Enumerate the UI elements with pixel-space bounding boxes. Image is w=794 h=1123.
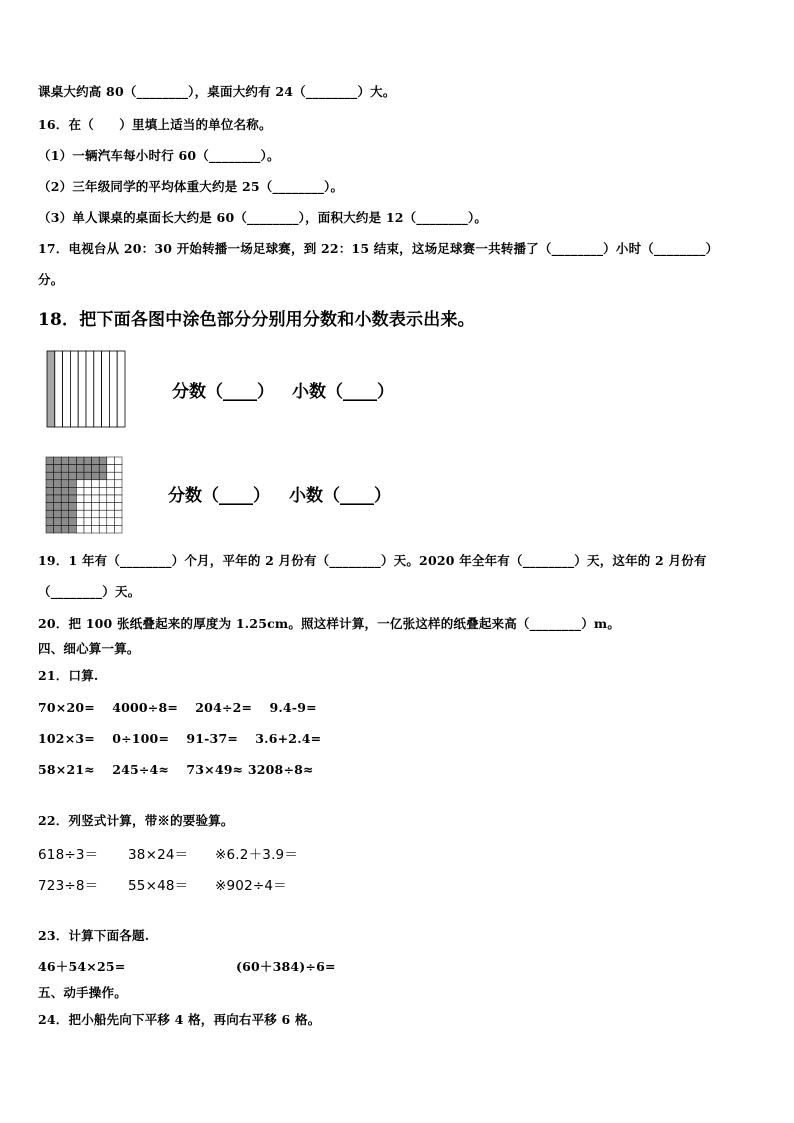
grid-cell — [76, 518, 84, 526]
q16-part3: （3）单人课桌的桌面长大约是 60（________），面积大约是 12（________）。 — [38, 210, 488, 225]
shaded-cell — [61, 472, 69, 480]
grid-cell — [107, 472, 115, 480]
strip — [117, 351, 125, 427]
shaded-cell — [92, 457, 100, 465]
shaded-cell — [69, 465, 77, 473]
section-5-title: 五、动手操作。 — [38, 985, 127, 1000]
grid-cell — [107, 503, 115, 511]
shaded-cell — [92, 472, 100, 480]
strip-figure — [46, 350, 126, 428]
q17-text: 17．电视台从 20：30 开始转播一场足球赛，到 22：15 结束，这场足球赛一共转播了（________）小时（________） — [38, 241, 719, 256]
grid-cell — [84, 503, 92, 511]
q16-part2: （2）三年级同学的平均体重大约是 25（________）。 — [38, 179, 344, 194]
shaded-cell — [61, 503, 69, 511]
grid-cell — [76, 495, 84, 503]
grid-cell — [84, 518, 92, 526]
shaded-cell — [69, 487, 77, 495]
q16-part1: （1）一辆汽车每小时行 60（________）。 — [38, 148, 280, 163]
shaded-cell — [46, 525, 54, 533]
q24-text: 24．把小船先向下平移 4 格，再向右平移 6 格。 — [38, 1012, 321, 1027]
shaded-cell — [54, 518, 62, 526]
shaded-cell — [46, 487, 54, 495]
shaded-cell — [69, 495, 77, 503]
grid-cell — [107, 480, 115, 488]
q22-title: 22．列竖式计算，带※的要验算。 — [38, 813, 234, 828]
grid-cell — [92, 495, 100, 503]
shaded-cell — [84, 472, 92, 480]
grid-cell — [92, 510, 100, 518]
grid-cell — [114, 510, 122, 518]
grid-cell — [114, 465, 122, 473]
grid-cell — [84, 487, 92, 495]
q23-title: 23．计算下面各题. — [38, 928, 150, 943]
grid-cell — [114, 480, 122, 488]
strip — [109, 351, 117, 427]
shaded-cell — [69, 510, 77, 518]
q22-item1: 618÷3＝ — [38, 847, 99, 863]
shaded-cell — [76, 465, 84, 473]
grid-cell — [114, 457, 122, 465]
figure2-decimal-label: 小数（____） — [289, 486, 391, 506]
grid-figure — [45, 456, 123, 534]
q19-text: 19．1 年有（________）个月，平年的 2 月份有（________）天。2020 年全年有（________）天，这年的 2 月份有 — [38, 553, 707, 568]
grid-cell — [114, 525, 122, 533]
figure1-decimal-label: 小数（____） — [292, 382, 394, 402]
shaded-cell — [46, 465, 54, 473]
strip — [86, 351, 94, 427]
shaded-cell — [61, 457, 69, 465]
grid-cell — [107, 510, 115, 518]
grid-cell — [84, 510, 92, 518]
grid-cell — [99, 480, 107, 488]
shaded-cell — [61, 487, 69, 495]
shaded-cell — [99, 472, 107, 480]
grid-cell — [76, 510, 84, 518]
strip — [70, 351, 78, 427]
grid-cell — [84, 480, 92, 488]
shaded-cell — [54, 525, 62, 533]
q23-item1: 46＋54×25= — [38, 959, 126, 974]
shaded-cell — [61, 495, 69, 503]
q22-item3: ※6.2＋3.9＝ — [215, 847, 299, 863]
shaded-cell — [76, 457, 84, 465]
grid-cell — [114, 472, 122, 480]
shaded-cell — [76, 472, 84, 480]
shaded-cell — [92, 465, 100, 473]
shaded-cell — [61, 518, 69, 526]
strip — [63, 351, 71, 427]
q20-text: 20．把 100 张纸叠起来的厚度为 1.25cm。照这样计算，一亿张这样的纸叠起来高（________）m。 — [38, 616, 621, 631]
q22-item5: 55×48＝ — [128, 878, 189, 894]
shaded-cell — [46, 518, 54, 526]
shaded-cell — [99, 465, 107, 473]
shaded-cell — [61, 465, 69, 473]
shaded-cell — [54, 480, 62, 488]
shaded-cell — [54, 487, 62, 495]
grid-cell — [114, 518, 122, 526]
shaded-cell — [69, 472, 77, 480]
grid-cell — [76, 487, 84, 495]
section-4-title: 四、细心算一算。 — [38, 641, 140, 656]
figure2-fraction-label: 分数（____） — [168, 486, 270, 506]
shaded-cell — [69, 480, 77, 488]
q21-title: 21．口算. — [38, 668, 99, 683]
shaded-cell — [61, 510, 69, 518]
shaded-cell — [99, 457, 107, 465]
shaded-cell — [54, 472, 62, 480]
shaded-cell — [54, 465, 62, 473]
q23-item2: (60＋384)÷6= — [236, 959, 336, 974]
grid-cell — [107, 518, 115, 526]
grid-cell — [114, 495, 122, 503]
shaded-cell — [46, 503, 54, 511]
grid-cell — [99, 503, 107, 511]
grid-cell — [114, 487, 122, 495]
grid-cell — [99, 525, 107, 533]
shaded-cell — [46, 472, 54, 480]
grid-cell — [92, 503, 100, 511]
grid-cell — [84, 495, 92, 503]
grid-cell — [92, 525, 100, 533]
shaded-cell — [54, 495, 62, 503]
strip — [78, 351, 86, 427]
grid-cell — [92, 518, 100, 526]
q22-item4: 723÷8＝ — [38, 878, 99, 894]
grid-cell — [107, 487, 115, 495]
grid-cell — [107, 457, 115, 465]
grid-cell — [76, 480, 84, 488]
shaded-cell — [46, 457, 54, 465]
shaded-cell — [54, 457, 62, 465]
q18-title: 18．把下面各图中涂色部分分别用分数和小数表示出来。 — [38, 310, 475, 330]
line-desk-height: 课桌大约高 80（________），桌面大约有 24（________）大。 — [38, 84, 396, 99]
shaded-cell — [69, 503, 77, 511]
shaded-cell — [61, 525, 69, 533]
shaded-cell — [54, 503, 62, 511]
grid-cell — [99, 518, 107, 526]
q21-row3: 58×21≈ 245÷4≈ 73×49≈ 3208÷8≈ — [38, 762, 314, 777]
strip — [94, 351, 102, 427]
grid-cell — [76, 503, 84, 511]
q22-item6: ※902÷4＝ — [215, 878, 287, 894]
grid-cell — [107, 525, 115, 533]
shaded-cell — [61, 480, 69, 488]
grid-cell — [99, 495, 107, 503]
shaded-cell — [84, 457, 92, 465]
shaded-cell — [54, 510, 62, 518]
grid-cell — [107, 465, 115, 473]
shaded-cell — [46, 495, 54, 503]
figure1-fraction-label: 分数（____） — [172, 382, 274, 402]
q17-text-cont: 分。 — [38, 272, 64, 287]
grid-cell — [99, 487, 107, 495]
q16-title: 16．在（ ）里填上适当的单位名称。 — [38, 117, 272, 132]
grid-cell — [92, 480, 100, 488]
grid-cell — [99, 510, 107, 518]
q21-row1: 70×20= 4000÷8= 204÷2= 9.4-9= — [38, 700, 317, 715]
shaded-cell — [84, 465, 92, 473]
grid-cell — [114, 503, 122, 511]
q19-text-cont: （________）天。 — [38, 584, 141, 599]
shaded-cell — [46, 510, 54, 518]
q22-item2: 38×24＝ — [128, 847, 189, 863]
shaded-cell — [69, 525, 77, 533]
shaded-cell — [69, 457, 77, 465]
strip — [55, 351, 63, 427]
grid-cell — [84, 525, 92, 533]
shaded-cell — [69, 518, 77, 526]
q21-row2: 102×3= 0÷100= 91-37= 3.6+2.4= — [38, 731, 322, 746]
shaded-cell — [46, 480, 54, 488]
strip — [102, 351, 110, 427]
grid-cell — [76, 525, 84, 533]
shaded-strip — [47, 351, 55, 427]
grid-cell — [107, 495, 115, 503]
grid-cell — [92, 487, 100, 495]
